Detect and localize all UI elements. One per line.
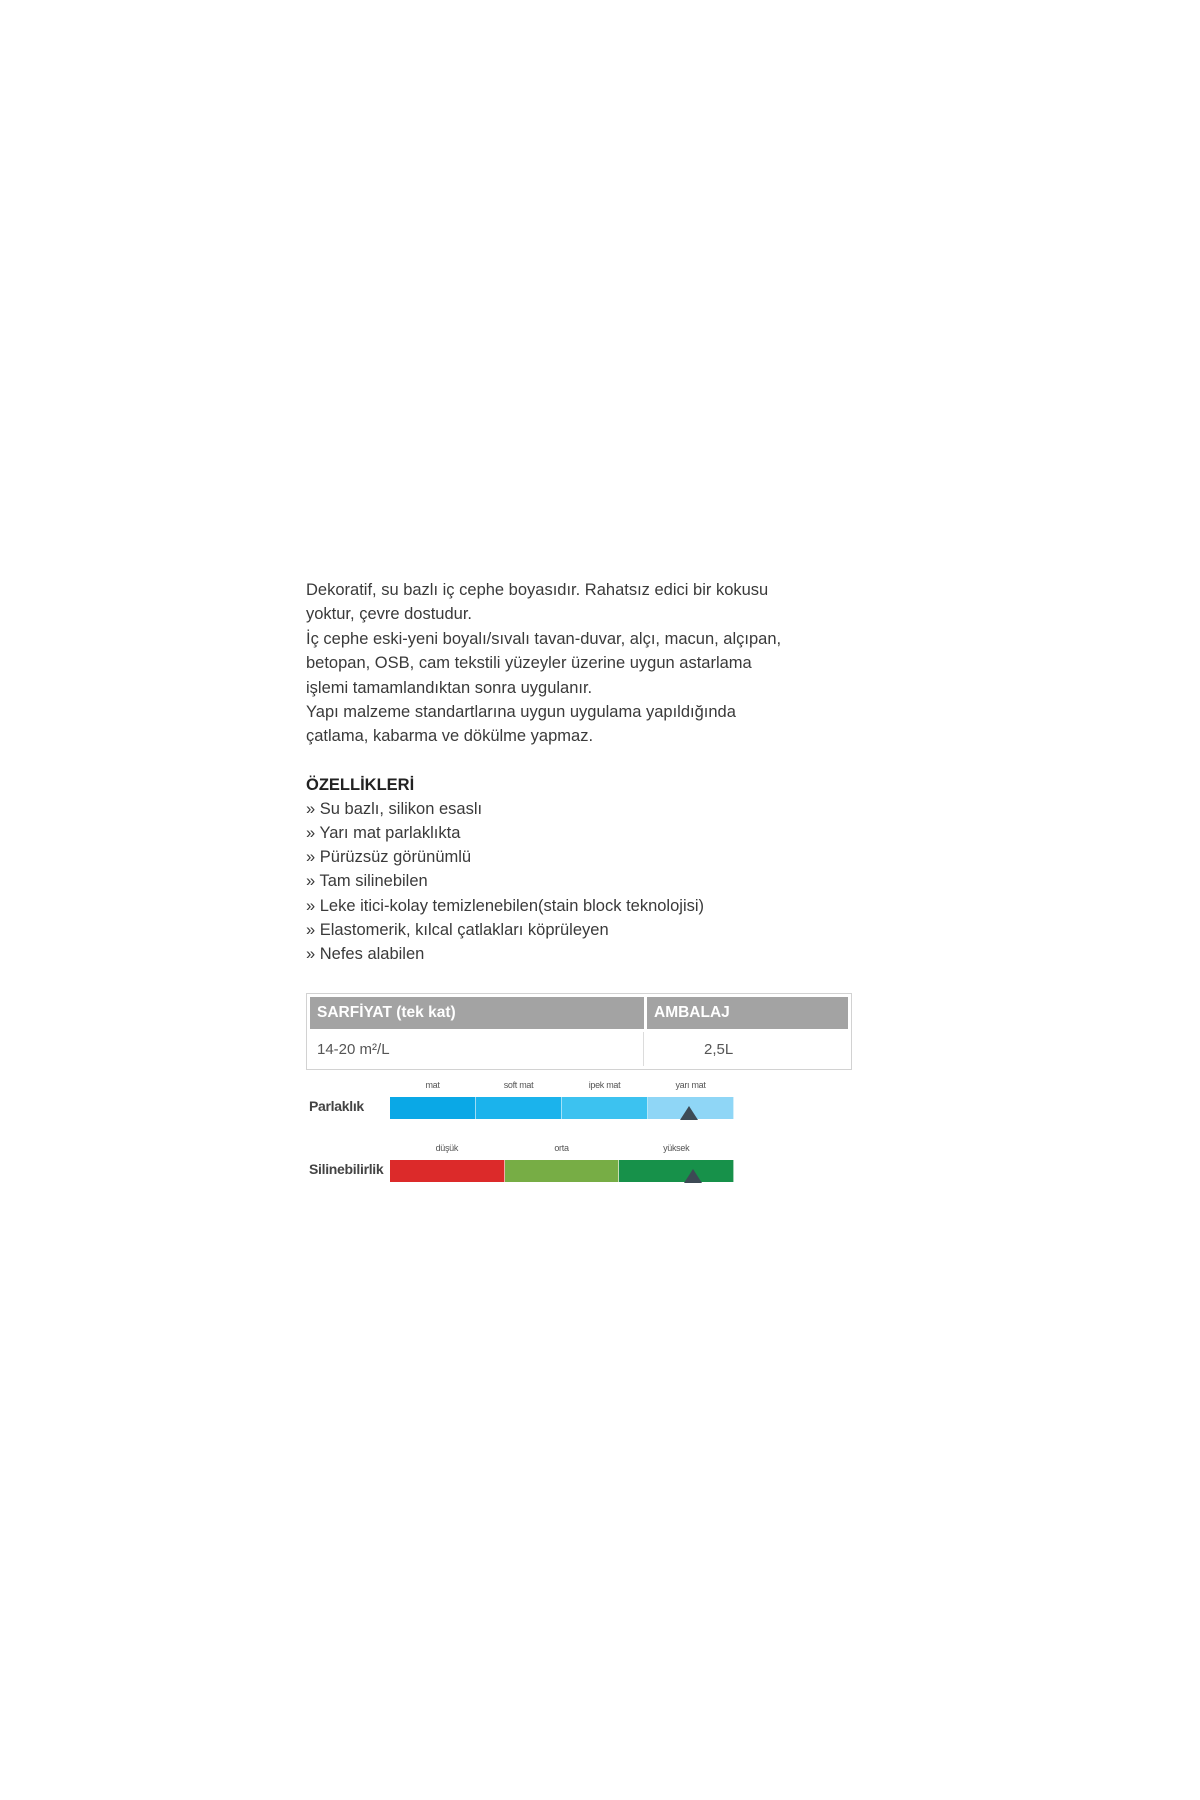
consumption-value: 14-20 m²/L (310, 1032, 644, 1066)
feature-item: » Su bazlı, silikon esaslı (306, 799, 483, 818)
features-list (306, 797, 866, 966)
feature-item: » Leke itici-kolay temizlenebilen(stain block teknolojisi) (306, 896, 705, 915)
description-line: Yapı malzeme standartlarına uygun uygulama yapıldığında (306, 703, 736, 722)
washability-scale-bar (390, 1143, 734, 1182)
feature-item: » Elastomerik, kılcal çatlakları köprüleyen (306, 920, 609, 939)
scale-marker-icon (680, 1106, 698, 1120)
gloss-scale-label: Parlaklık (309, 1098, 364, 1115)
description-line: işlemi tamamlandıktan sonra uygulanır. (306, 678, 593, 697)
scale-segment-label: ipek mat (588, 1080, 621, 1091)
features-title: ÖZELLİKLERİ (306, 775, 415, 794)
product-description (306, 578, 866, 749)
scale-segment (390, 1143, 505, 1182)
washability-scale (306, 1145, 736, 1189)
scale-segment-label: yarı mat (675, 1080, 706, 1091)
scale-segment (505, 1143, 620, 1182)
packaging-value: 2,5L (704, 1040, 734, 1058)
description-line: betopan, OSB, cam tekstili yüzeyler üzerine uygun astarlama (306, 654, 752, 673)
spec-table-header-row (310, 997, 848, 1029)
features-section (306, 773, 866, 966)
property-scales (306, 1082, 866, 1192)
scale-segment-label: orta (554, 1143, 569, 1154)
feature-item: » Nefes alabilen (306, 945, 425, 964)
consumption-header: SARFİYAT (tek kat) (310, 997, 644, 1029)
scale-segment-label: soft mat (503, 1080, 534, 1091)
gloss-scale (306, 1082, 736, 1126)
feature-item: » Pürüzsüz görünümlü (306, 848, 472, 867)
spec-table (306, 993, 852, 1070)
scale-segment-label: mat (425, 1080, 440, 1091)
scale-segment-label: düşük (435, 1143, 459, 1154)
scale-marker-icon (684, 1169, 702, 1183)
description-line: yoktur, çevre dostudur. (306, 605, 473, 624)
scale-segment (476, 1080, 562, 1119)
description-line: çatlama, kabarma ve dökülme yapmaz. (306, 727, 594, 746)
product-info (306, 578, 866, 1192)
feature-item: » Yarı mat parlaklıkta (306, 824, 461, 843)
gloss-scale-bar (390, 1080, 734, 1119)
washability-scale-label: Silinebilirlik (309, 1161, 384, 1178)
table-row (310, 1032, 848, 1066)
scale-segment-label: yüksek (663, 1143, 690, 1154)
scale-segment (562, 1080, 648, 1119)
scale-segment (390, 1080, 476, 1119)
description-line: İç cephe eski-yeni boyalı/sıvalı tavan-duvar, alçı, macun, alçıpan, (306, 629, 782, 648)
feature-item: » Tam silinebilen (306, 872, 428, 891)
scale-segment (619, 1143, 734, 1182)
packaging-header: AMBALAJ (647, 997, 848, 1029)
description-line: Dekoratif, su bazlı iç cephe boyasıdır. Rahatsız edici bir kokusu (306, 581, 769, 599)
